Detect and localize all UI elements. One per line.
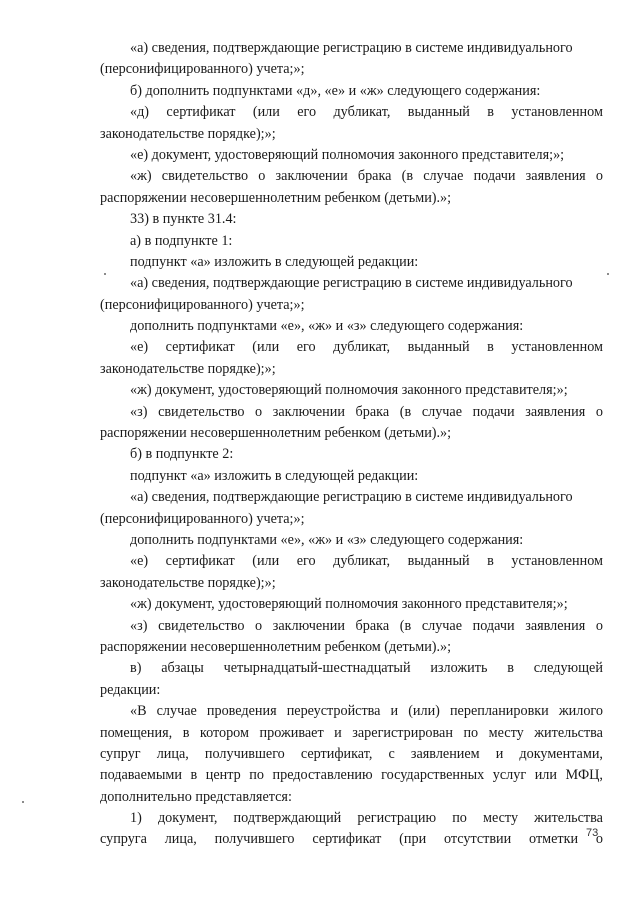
word: его [296, 339, 316, 356]
word: регистрацию [357, 810, 437, 827]
word: сертификат [165, 553, 235, 570]
word: «В [130, 703, 147, 720]
word: супруг [100, 745, 141, 762]
text-line: распоряжении несовершеннолетним ребенком (детьми).»; [100, 189, 452, 206]
word: «д) [130, 104, 150, 121]
word: (или [252, 104, 280, 121]
word: выданный [407, 104, 470, 121]
word: дубликат, [333, 553, 391, 570]
word: выданный [407, 553, 470, 570]
text-line: редакции: [100, 681, 161, 698]
word: сертификат [312, 831, 382, 848]
text-line [100, 337, 603, 358]
word: сертификат [166, 104, 236, 121]
word: заключении [275, 168, 348, 185]
scan-speck [607, 273, 609, 275]
text-line: законодательстве порядке);»; [100, 360, 276, 377]
word: подачи [473, 168, 516, 185]
text-line [100, 166, 603, 187]
word: предоставлению [272, 767, 373, 784]
word: 1) [130, 810, 142, 827]
scan-speck [22, 801, 24, 803]
text-line [100, 744, 603, 765]
word: котором [199, 724, 249, 741]
text-line: дополнить подпунктами «е», «ж» и «з» следующего содержания: [130, 531, 524, 548]
word: подачи [472, 617, 515, 634]
word: брака [355, 403, 390, 420]
word: проживает [259, 724, 324, 741]
page-number: 73 [586, 827, 599, 839]
word: изложить [430, 660, 488, 677]
word: получившего [204, 745, 285, 762]
text-line: б) в подпункте 2: [130, 446, 234, 463]
word: выданный [407, 339, 470, 356]
text-line: дополнить подпунктами «е», «ж» и «з» следующего содержания: [130, 318, 524, 335]
word: лица, [156, 745, 189, 762]
word: супруга [100, 831, 147, 848]
word: или [534, 767, 557, 784]
text-line: (персонифицированного) учета;»; [100, 61, 305, 78]
word: подачи [472, 403, 515, 420]
text-line [100, 658, 603, 679]
word: дубликат, [333, 339, 391, 356]
word: подтверждающий [233, 810, 342, 827]
word: заявления [525, 403, 586, 420]
word: по [452, 810, 467, 827]
word: по [249, 767, 264, 784]
word: «ж) [130, 168, 152, 185]
text-line: (персонифицированного) учета;»; [100, 296, 305, 313]
word: и [495, 745, 504, 762]
word: его [297, 104, 317, 121]
word: заявления [525, 168, 586, 185]
word: в [182, 724, 190, 741]
text-line [100, 551, 603, 572]
text-line: подпункт «а» изложить в следующей редакции: [130, 253, 419, 270]
word: перепланировки [449, 703, 549, 720]
word: сертификат, [300, 745, 373, 762]
word: (или [252, 553, 280, 570]
word: жительства [534, 724, 603, 741]
text-line [100, 102, 603, 123]
word: о [595, 617, 603, 634]
word: свидетельство [161, 168, 249, 185]
word: о [258, 168, 266, 185]
word: в [190, 767, 198, 784]
word: лица, [164, 831, 197, 848]
text-line: законодательстве порядке);»; [100, 574, 276, 591]
word: в [507, 660, 514, 677]
word: брака [357, 168, 392, 185]
text-line: «е) документ, удостоверяющий полномочия законного представителя;»; [130, 146, 565, 163]
word: отсутствии [443, 831, 512, 848]
text-line [100, 808, 603, 829]
text-line: «ж) документ, удостоверяющий полномочия законного представителя;»; [130, 596, 568, 613]
word: о [255, 403, 263, 420]
word: в [487, 104, 494, 121]
word: заключении [272, 403, 345, 420]
text-line: «а) сведения, подтверждающие регистрацию в системе индивидуального [130, 489, 573, 506]
word: отметки [529, 831, 579, 848]
word: случае [421, 403, 463, 420]
word: о [595, 403, 603, 420]
word: заявлением [410, 745, 480, 762]
word: с [388, 745, 395, 762]
word: «е) [130, 553, 149, 570]
word: документами, [519, 745, 603, 762]
word: сертификат [165, 339, 235, 356]
word: брака [355, 617, 390, 634]
word: установленном [511, 104, 603, 121]
word: жилого [558, 703, 603, 720]
word: по [463, 724, 479, 741]
text-line: а) в подпункте 1: [130, 232, 233, 249]
word: зарегистрирован [352, 724, 453, 741]
word: четырнадцатый-шестнадцатый [223, 660, 411, 677]
text-line: «а) сведения, подтверждающие регистрацию в системе индивидуального [130, 40, 573, 56]
text-line: б) дополнить подпунктами «д», «е» и «ж» следующего содержания: [130, 82, 541, 99]
word: заключении [272, 617, 345, 634]
word: «е) [130, 339, 149, 356]
text-line [100, 723, 603, 744]
word: свидетельство [158, 403, 245, 420]
word: о [595, 831, 603, 848]
text-line [100, 765, 603, 786]
word: центр [205, 767, 241, 784]
text-line: законодательстве порядке);»; [100, 125, 276, 142]
word: о [595, 168, 603, 185]
word: (или) [408, 703, 440, 720]
word: (при [399, 831, 427, 848]
word: переустройства [286, 703, 381, 720]
word: установленном [511, 553, 603, 570]
word: в) [130, 660, 142, 677]
word: услуг [492, 767, 527, 784]
word: получившего [214, 831, 295, 848]
word: и [390, 703, 399, 720]
text-line: распоряжении несовершеннолетним ребенком (детьми).»; [100, 425, 452, 442]
word: дубликат, [333, 104, 391, 121]
word: помещения, [100, 724, 173, 741]
scan-speck [104, 273, 106, 275]
text-line: 33) в пункте 31.4: [130, 211, 237, 228]
word: о [255, 617, 263, 634]
text-line [100, 829, 603, 850]
word: (или [252, 339, 280, 356]
text-line: дополнительно представляется: [100, 788, 292, 805]
word: месту [483, 810, 519, 827]
word: (в [399, 403, 412, 420]
word: свидетельство [158, 617, 245, 634]
text-line: «ж) документ, удостоверяющий полномочия законного представителя;»; [130, 382, 568, 399]
word: документ, [157, 810, 218, 827]
text-line: (персонифицированного) учета;»; [100, 510, 305, 527]
word: проведения [206, 703, 277, 720]
text-line [100, 616, 603, 637]
word: МФЦ, [565, 767, 603, 784]
word: «з) [130, 403, 148, 420]
document-body [100, 38, 603, 851]
word: государственных [381, 767, 485, 784]
word: в [487, 553, 494, 570]
word: в [487, 339, 494, 356]
word: следующей [533, 660, 603, 677]
word: его [296, 553, 316, 570]
word: и [334, 724, 342, 741]
word: (в [399, 617, 412, 634]
text-line: «а) сведения, подтверждающие регистрацию в системе индивидуального [130, 275, 573, 292]
word: установленном [511, 339, 603, 356]
word: (в [401, 168, 414, 185]
word: подаваемыми [100, 767, 182, 784]
word: жительства [534, 810, 603, 827]
text-line [100, 402, 603, 423]
text-line: распоряжении несовершеннолетним ребенком (детьми).»; [100, 638, 452, 655]
word: «з) [130, 617, 148, 634]
word: месту [488, 724, 524, 741]
text-line [100, 701, 603, 722]
word: случае [156, 703, 197, 720]
text-line: подпункт «а» изложить в следующей редакции: [130, 467, 419, 484]
word: случае [423, 168, 464, 185]
word: случае [421, 617, 463, 634]
word: абзацы [161, 660, 204, 677]
word: заявления [525, 617, 586, 634]
